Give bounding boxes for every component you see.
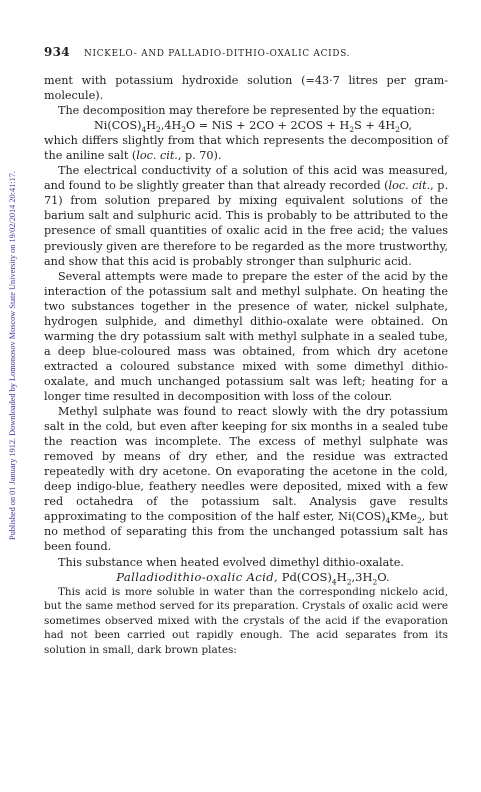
paragraph: This substance when heated evolved dimethyl dithio-oxalate. [58,555,404,569]
paragraph: This acid is more soluble in water than the corresponding nickelo acid, but the same method served for its preparation. Crystals of oxalic acid were sometimes observed mixed with the crystals of the acid if the evaporation had not been carried out rapidly enough. The acid separates from its solution in small, dark brown plates: [44,585,448,656]
paragraph: ment with potassium hydroxide solution (=43·7 litres per gram-molecule). [44,74,448,103]
article-body [44,73,448,658]
paragraph: Methyl sulphate was found to react slowly with the dry potassium salt in the cold, but even after keeping for six months in a sealed tube the reaction was incomplete. The excess of methyl sulphate was removed by means of dry ether, and the residue was extracted repeatedly with dry acetone. On evaporating the acetone in the cold, deep indigo-blue, feathery needles were deposited, mixed with a few red octahedra of the potassium salt. Analysis gave results approximating to the composition of the half ester, $Ni(COS)_4KMe_2$, but no method of separating this from the unchanged potassium salt has been found. [44,405,448,554]
section-heading: Palladiodithio-oxalic Acid, $Pd(COS)_4H_2,3H_2O$. [116,569,390,586]
page-number: 934 [44,45,70,59]
paragraph: The electrical conductivity of a solution of this acid was measured, and found to be slightly greater than that already recorded (loc. cit., p. 71) from solution prepared by mixing equivalent solutions of the barium salt and sulphuric acid. This is probably to be attributed to the presence of small quantities of oxalic acid in the free acid; the values previously given are therefore to be regarded as the more trustworthy, and show that this acid is probably stronger than sulphuric acid. [44,164,448,268]
paragraph: The decomposition may therefore be represented by the equation: [58,104,436,118]
page-header [44,45,448,61]
equation: $Ni(COS)_4H_2,4H_2O$ = NiS + $2CO + 2COS + H_2S + 4H_2O$, [94,119,412,135]
paragraph: which differs slightly from that which represents the decomposition of the aniline salt (loc. cit., p. 70). [44,134,448,163]
download-watermark: Published on 01 January 1912. Downloaded by Lomonosov Moscow State University on 19/02/2014 20:41:17. [8,171,17,540]
page [44,0,448,658]
running-title: NICKELO- AND PALLADIO-DITHIO-OXALIC ACIDS. [83,49,351,59]
paragraph: Several attempts were made to prepare the ester of the acid by the interaction of the potassium salt and methyl sulphate. On heating the two substances together in the presence of water, nickel sulphate, hydrogen sulphide, and dimethyl dithio-oxalate were obtained. On warming the dry potassium salt with methyl sulphate in a sealed tube, a deep blue-coloured mass was obtained, from which dry acetone extracted a coloured substance mixed with some dimethyl dithio-oxalate, and much unchanged potassium salt was left; heating for a longer time resulted in decomposition with loss of the colour. [44,269,448,403]
